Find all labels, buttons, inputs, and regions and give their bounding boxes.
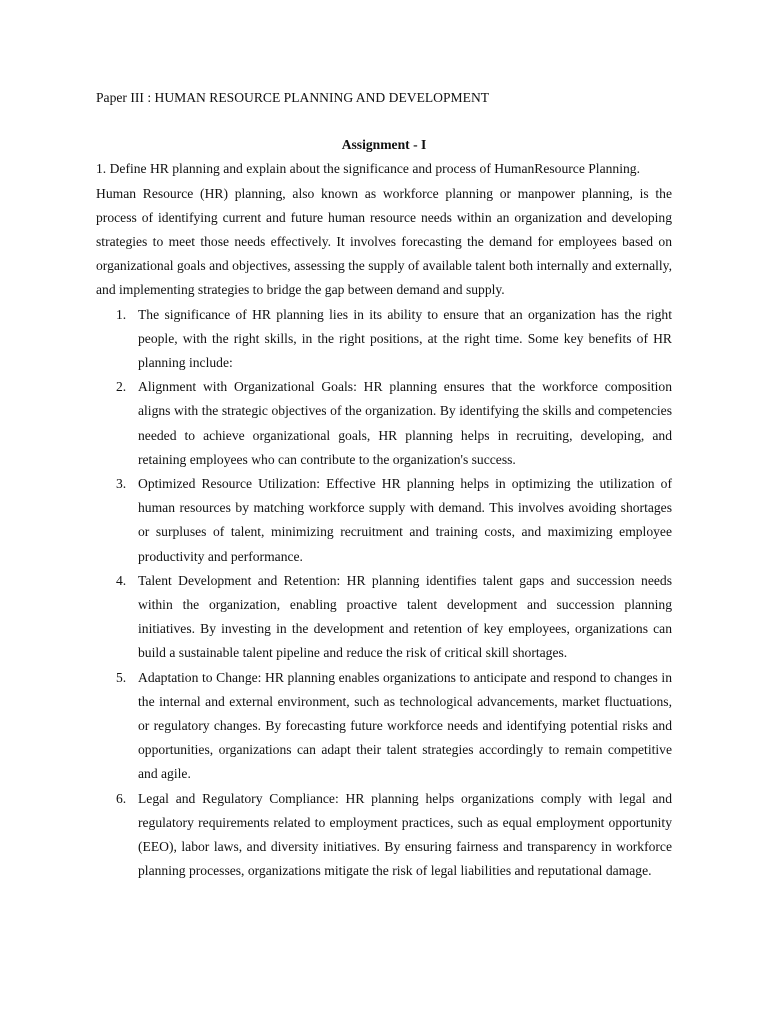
list-item-text: Alignment with Organizational Goals: HR planning ensures that the workforce composition aligns with the strategic objectives of the organization. By identifying the skills and competencies needed to achieve organizational goals, HR planning helps in recruiting, developing, and retaining employees who can contribute to the organization's success.: [138, 379, 672, 467]
list-item: [96, 472, 672, 569]
question-text: 1. Define HR planning and explain about the significance and process of HumanResource Planning.: [96, 161, 640, 177]
list-item-text: Optimized Resource Utilization: Effective HR planning helps in optimizing the utilization of human resources by matching workforce supply with demand. This involves avoiding shortages or surpluses of talent, minimizing recruitment and training costs, and maximizing employee productivity and performance.: [138, 476, 672, 564]
list-item-text: The significance of HR planning lies in its ability to ensure that an organization has the right people, with the right skills, in the right positions, at the right time. Some key benefits of HR planning include:: [138, 306, 672, 371]
significance-list: [96, 303, 672, 884]
list-item-number: 4.: [116, 572, 127, 588]
list-item-text: Talent Development and Retention: HR planning identifies talent gaps and succession needs within the organization, enabling proactive talent development and succession planning initiatives. By investing in the development and retention of key employees, organizations can build a sustainable talent pipeline and reduce the risk of critical skill shortages.: [138, 572, 672, 661]
list-item-number: 1.: [116, 306, 127, 322]
list-item-text: Legal and Regulatory Compliance: HR planning helps organizations comply with legal and regulatory requirements related to employment practices, such as equal employment opportunity (EEO), labor laws, and diversity initiatives. By ensuring fairness and transparency in workforce planning processes, organizations mitigate the risk of legal liabilities and reputational damage.: [138, 790, 672, 879]
list-item-number: 3.: [116, 476, 127, 492]
list-item: [96, 569, 672, 666]
list-item: [96, 787, 672, 884]
document-page: [96, 86, 672, 884]
list-item-text: Adaptation to Change: HR planning enables organizations to anticipate and respond to changes in the internal and external environment, such as technological advancements, market fluctuations, or regulatory changes. By forecasting future workforce needs and identifying potential risks and opportunities, organizations can adapt their talent strategies accordingly to remain competitive and agile.: [138, 669, 672, 782]
list-item-number: 6.: [116, 790, 127, 806]
list-item: [96, 375, 672, 472]
list-item-number: 2.: [116, 379, 127, 395]
list-item: [96, 666, 672, 787]
paper-title: Paper III : HUMAN RESOURCE PLANNING AND DEVELOPMENT: [96, 90, 490, 105]
list-item: [96, 303, 672, 376]
list-item-number: 5.: [116, 669, 127, 685]
intro-paragraph: Human Resource (HR) planning, also known as workforce planning or manpower planning, is the process of identifying current and future human resource needs within an organization and developing strategies to meet those needs effectively. It involves forecasting the demand for employees based on organizational goals and objectives, assessing the supply of available talent both internally and externally, and implementing strategies to bridge the gap between demand and supply.: [96, 185, 672, 298]
assignment-heading: Assignment - I: [341, 137, 427, 153]
